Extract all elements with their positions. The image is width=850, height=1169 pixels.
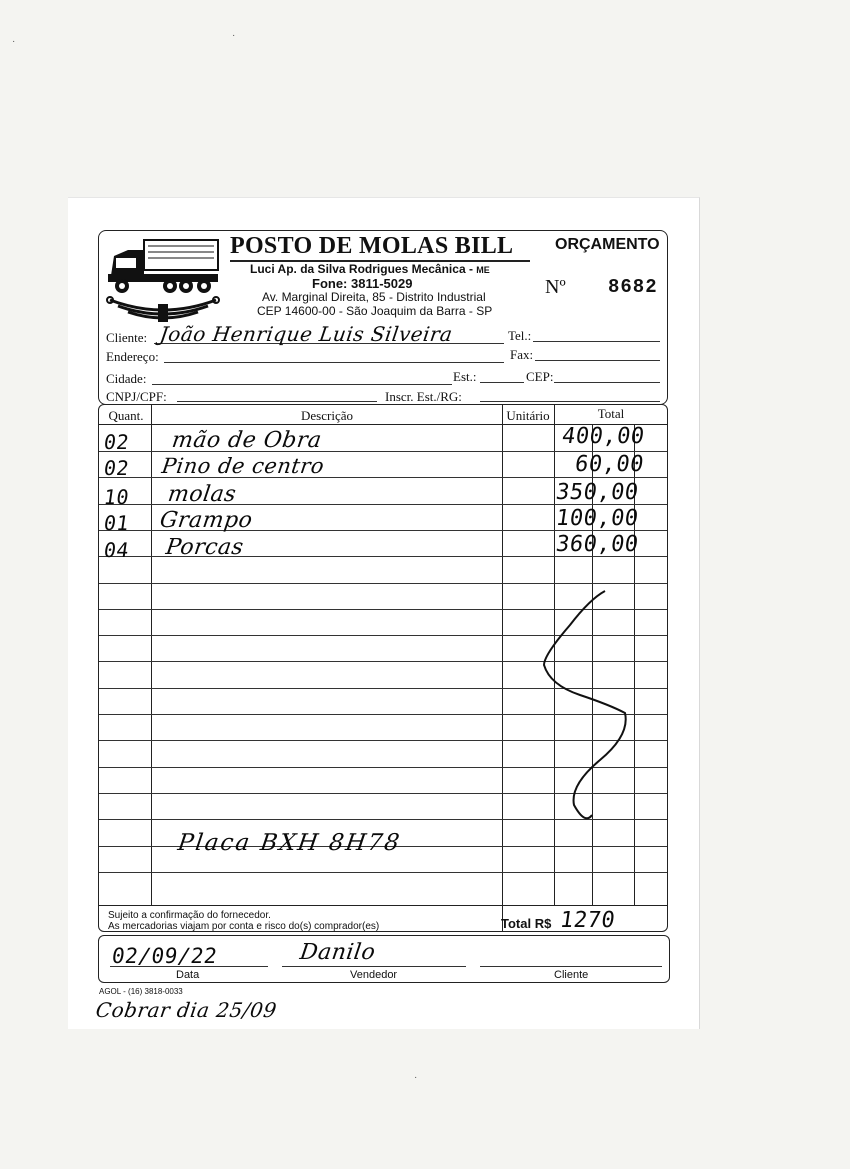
col-descricao: Descrição [301, 408, 353, 423]
row-2-quant: 02 [102, 456, 131, 480]
col-divider [151, 405, 152, 905]
row-2-total: 60,00 [573, 452, 646, 477]
vendedor-value: Danilo [298, 940, 378, 965]
row-4-quant: 01 [102, 511, 131, 535]
company-address-line1: Av. Marginal Direita, 85 - Distrito Industrial [262, 290, 486, 304]
date-value: 02/09/22 [110, 944, 219, 968]
owner-text: Luci Ap. da Silva Rodrigues Mecânica - [250, 262, 473, 276]
row-4-desc: Grampo [158, 508, 255, 533]
row-4-total: 100,00 [554, 506, 641, 531]
cliente-label: Cliente: [106, 330, 148, 345]
row-3-quant: 10 [102, 485, 131, 509]
est-label: Est.: [453, 369, 477, 384]
printer-credit: AGOL - (16) 3818-0033 [99, 987, 183, 996]
cliente-value: João Henrique Luis Silveira [158, 322, 455, 346]
company-name: POSTO DE MOLAS BILL [230, 232, 530, 262]
inscr-line [480, 401, 660, 402]
number-label: Nº [545, 276, 566, 298]
est-line [480, 382, 524, 383]
row-3-desc: molas [166, 482, 238, 507]
tel-label: Tel.: [508, 328, 532, 343]
cliente-sign-label: Cliente [554, 969, 589, 981]
table-row-line [99, 583, 667, 584]
terms-line1: Sujeito a confirmação do fornecedor. [108, 910, 271, 921]
endereco-label: Endereço: [106, 349, 159, 364]
scan-speck: · [414, 1072, 418, 1083]
owner-suffix: ME [476, 265, 490, 275]
row-5-quant: 04 [102, 538, 131, 562]
truck-and-leaf-spring-icon [104, 234, 222, 326]
vendedor-label: Vendedor [350, 969, 398, 981]
inscr-label: Inscr. Est./RG: [385, 389, 462, 404]
cnpj-label: CNPJ/CPF: [106, 389, 167, 404]
date-label: Data [176, 969, 200, 981]
vendedor-line [282, 966, 466, 967]
col-quant: Quant. [108, 408, 144, 423]
footer-divider [502, 905, 668, 906]
row-5-total: 360,00 [554, 532, 641, 557]
col-unitario: Unitário [506, 408, 550, 423]
cidade-line [152, 384, 452, 385]
row-1-quant: 02 [102, 430, 131, 454]
tel-line [533, 341, 660, 342]
scan-speck: · [232, 30, 236, 41]
document-title: ORÇAMENTO [555, 236, 660, 253]
fax-label: Fax: [510, 347, 534, 362]
cidade-label: Cidade: [106, 371, 147, 386]
table-row-line [99, 872, 667, 873]
company-owner [250, 262, 490, 276]
scan-speck: · [12, 36, 16, 47]
row-5-desc: Porcas [164, 535, 246, 560]
document-number: 8682 [608, 276, 658, 298]
fax-line [535, 360, 660, 361]
cnpj-line [177, 401, 377, 402]
col-divider [502, 405, 503, 932]
total-value: 1270 [558, 908, 617, 933]
total-label: Total R$ [501, 916, 552, 931]
row-2-desc: Pino de centro [160, 454, 326, 478]
company-address-line2: CEP 14600-00 - São Joaquim da Barra - SP [257, 304, 493, 318]
row-1-desc: mão de Obra [170, 428, 324, 453]
row-3-total: 350,00 [554, 480, 641, 505]
cliente-sign-line [480, 966, 662, 967]
cep-label: CEP: [526, 369, 554, 384]
terms-line2: As mercadorias viajam por conta e risco do(s) comprador(es) [108, 921, 380, 932]
row-1-total: 400,00 [560, 424, 647, 449]
footer-divider [99, 905, 502, 906]
company-phone: Fone: 3811-5029 [312, 276, 413, 291]
cancel-squiggle-mark [530, 585, 640, 835]
handwritten-note: Cobrar dia 25/09 [94, 998, 279, 1022]
plate-note: Placa BXH 8H78 [176, 830, 403, 856]
col-total: Total [597, 406, 625, 421]
endereco-line [164, 362, 504, 363]
cep-line [554, 382, 660, 383]
